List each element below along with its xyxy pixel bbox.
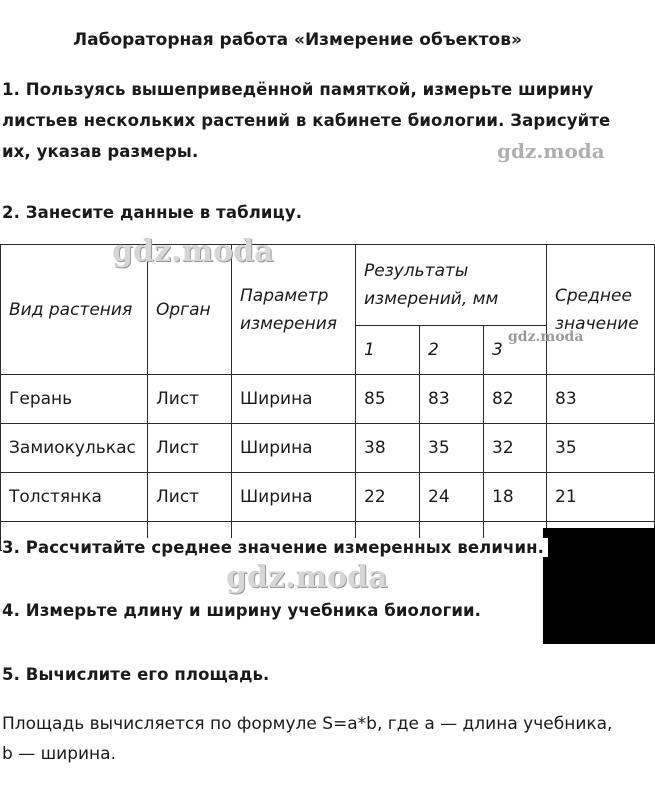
redaction-block bbox=[543, 528, 655, 644]
cell-measure-2: 83 bbox=[420, 375, 484, 424]
formula-line-1: Площадь вычисляется по формуле S=a*b, где a — длина учебника, bbox=[2, 714, 613, 734]
header-measure-1: 1 bbox=[356, 326, 420, 375]
header-parameter-line2: измерения bbox=[240, 313, 338, 334]
watermark: gdz.moda bbox=[226, 560, 388, 595]
cell-organ: Лист bbox=[148, 473, 232, 522]
header-organ: Орган bbox=[148, 245, 232, 375]
cell-plant: Герань bbox=[1, 375, 148, 424]
watermark: gdz.moda bbox=[112, 234, 274, 269]
cell-average: 35 bbox=[547, 424, 655, 473]
header-measure-3: 3 bbox=[484, 326, 547, 375]
cell-measure-1: 38 bbox=[356, 424, 420, 473]
task-1-line-3: их, указав размеры. bbox=[2, 142, 199, 161]
cell-plant: Толстянка bbox=[1, 473, 148, 522]
cell-parameter: Ширина bbox=[232, 424, 356, 473]
table-row bbox=[1, 473, 655, 522]
header-results-line2: измерений, мм bbox=[364, 289, 499, 309]
formula-line-2: b — ширина. bbox=[2, 744, 116, 764]
task-3: 3. Рассчитайте среднее значение измеренных величин. bbox=[2, 538, 548, 557]
watermark: gdz.moda bbox=[508, 329, 584, 345]
cell-organ: Лист bbox=[148, 375, 232, 424]
cell-parameter: Ширина bbox=[232, 473, 356, 522]
watermark: gdz.moda bbox=[497, 139, 605, 163]
header-average-line2: значение bbox=[555, 313, 639, 334]
cell-measure-1: 22 bbox=[356, 473, 420, 522]
header-results-line1: Результаты bbox=[364, 261, 469, 281]
measurement-table bbox=[0, 244, 655, 551]
header-results bbox=[356, 245, 547, 326]
cell-measure-3: 82 bbox=[484, 375, 547, 424]
task-4: 4. Измерьте длину и ширину учебника биологии. bbox=[2, 601, 482, 620]
cell-average: 21 bbox=[547, 473, 655, 522]
task-2: 2. Занесите данные в таблицу. bbox=[2, 203, 303, 222]
table-row bbox=[1, 424, 655, 473]
header-measure-2: 2 bbox=[420, 326, 484, 375]
cell-measure-3: 18 bbox=[484, 473, 547, 522]
cell-organ: Лист bbox=[148, 424, 232, 473]
cell-measure-2: 24 bbox=[420, 473, 484, 522]
table-header-row bbox=[1, 245, 655, 326]
cell-measure-1: 85 bbox=[356, 375, 420, 424]
header-parameter-line1: Параметр bbox=[240, 285, 329, 306]
page-title: Лабораторная работа «Измерение объектов» bbox=[73, 30, 522, 50]
cell-parameter: Ширина bbox=[232, 375, 356, 424]
header-plant: Вид растения bbox=[1, 245, 148, 375]
table-row bbox=[1, 375, 655, 424]
task-1-line-1: 1. Пользуясь вышеприведённой памяткой, измерьте ширину bbox=[2, 80, 594, 99]
cell-measure-3: 32 bbox=[484, 424, 547, 473]
cell-average: 83 bbox=[547, 375, 655, 424]
task-5: 5. Вычислите его площадь. bbox=[2, 665, 270, 684]
header-average-line1: Среднее bbox=[555, 285, 632, 306]
task-1-line-2: листьев нескольких растений в кабинете биологии. Зарисуйте bbox=[2, 111, 611, 130]
cell-measure-2: 35 bbox=[420, 424, 484, 473]
cell-plant: Замиокулькас bbox=[1, 424, 148, 473]
header-average bbox=[547, 245, 655, 375]
